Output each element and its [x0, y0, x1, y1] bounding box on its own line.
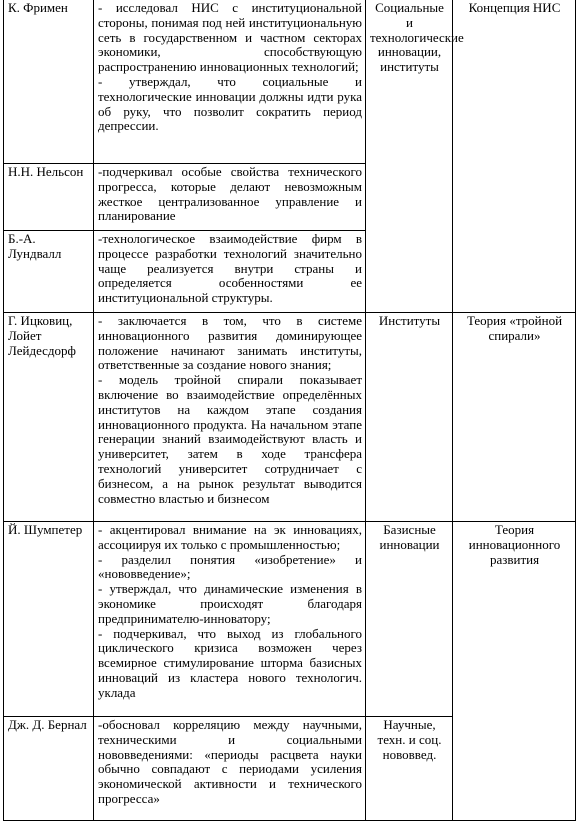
concept-name: Теория инновационного развития	[453, 522, 576, 821]
author-contribution	[94, 164, 366, 231]
contribution-point: - заключается в том, что в системе инновационного развития доминирующее положение начинают занимать институты, ответственные за создание нового знания;	[98, 313, 362, 373]
author-name: Дж. Д. Бернал	[4, 717, 94, 821]
contribution-point: -технологическое взаимодействие фирм в процессе разработки технологий значительно чаще реализуется внутри страны и определяется особенностями ее институциональной структуры.	[98, 231, 362, 306]
table-row	[4, 313, 576, 522]
table-row	[4, 522, 576, 717]
author-name: Й. Шумпетер	[4, 522, 94, 717]
author-name: Б.-А. Лундвалл	[4, 231, 94, 313]
innovation-type: Научные, техн. и соц. нововвед.	[366, 717, 453, 821]
contribution-point: -подчеркивал особые свойства технического прогресса, которые делают невозможным жесткое централизованное управление и планирование	[98, 164, 362, 224]
author-contribution	[94, 522, 366, 717]
contribution-point: - утверждал, что социальные и технологические инновации должны идти рука об руку, что позволит сократить период депрессии.	[98, 73, 362, 134]
author-name: Н.Н. Нельсон	[4, 164, 94, 231]
concept-name: Теория «тройной спирали»	[453, 313, 576, 522]
author-name: К. Фримен	[4, 0, 94, 164]
contribution-point: - разделил понятия «изобретение» и «нововведение»;	[98, 551, 362, 582]
authors-table	[3, 0, 576, 821]
contribution-point: - исследовал НИС с институциональной стороны, понимая под ней институциональную сеть в государственном и частном секторах экономики, способствующую распространению инновационных технологий;	[98, 0, 362, 75]
table-row	[4, 0, 576, 164]
author-contribution	[94, 717, 366, 821]
author-contribution	[94, 0, 366, 164]
concept-name: Концепция НИС	[453, 0, 576, 313]
contribution-point: - акцентировал внимание на эк инновациях, ассоциируя их только с промышленностью;	[98, 522, 362, 552]
author-name: Г. Ицковиц, Лойет Лейдесдорф	[4, 313, 94, 522]
author-contribution	[94, 313, 366, 522]
contribution-point: - модель тройной спирали показывает включение во взаимодействие определённых институтов на каждом этапе создания инновационного продукта. На начальном этапе генерации знаний взаимодействуют власть и университет, затем в ходе трансфера технологий университет сотрудничает с бизнесом, а на рынок результат выводится совместно властью и бизнесом	[98, 372, 362, 506]
contribution-point: - утверждал, что динамические изменения в экономике происходят благодаря предпринимателю-инноватору;	[98, 581, 362, 626]
innovation-type: Институты	[366, 313, 453, 522]
contribution-point: -обосновал корреляцию между научными, техническими и социальными нововведениями: «периоды расцвета науки обычно совпадают с периодами усиления экономической активности и технического прогресса»	[98, 717, 362, 806]
innovation-type: Базисные инновации	[366, 522, 453, 717]
author-contribution	[94, 231, 366, 313]
contribution-point: - подчеркивал, что выход из глобального циклического кризиса возможен через всемирное стимулирование шторма базисных инноваций из кластера нового технологич. уклада	[98, 625, 362, 700]
innovation-type: Социальные и технологические инновации, институты	[366, 0, 453, 313]
